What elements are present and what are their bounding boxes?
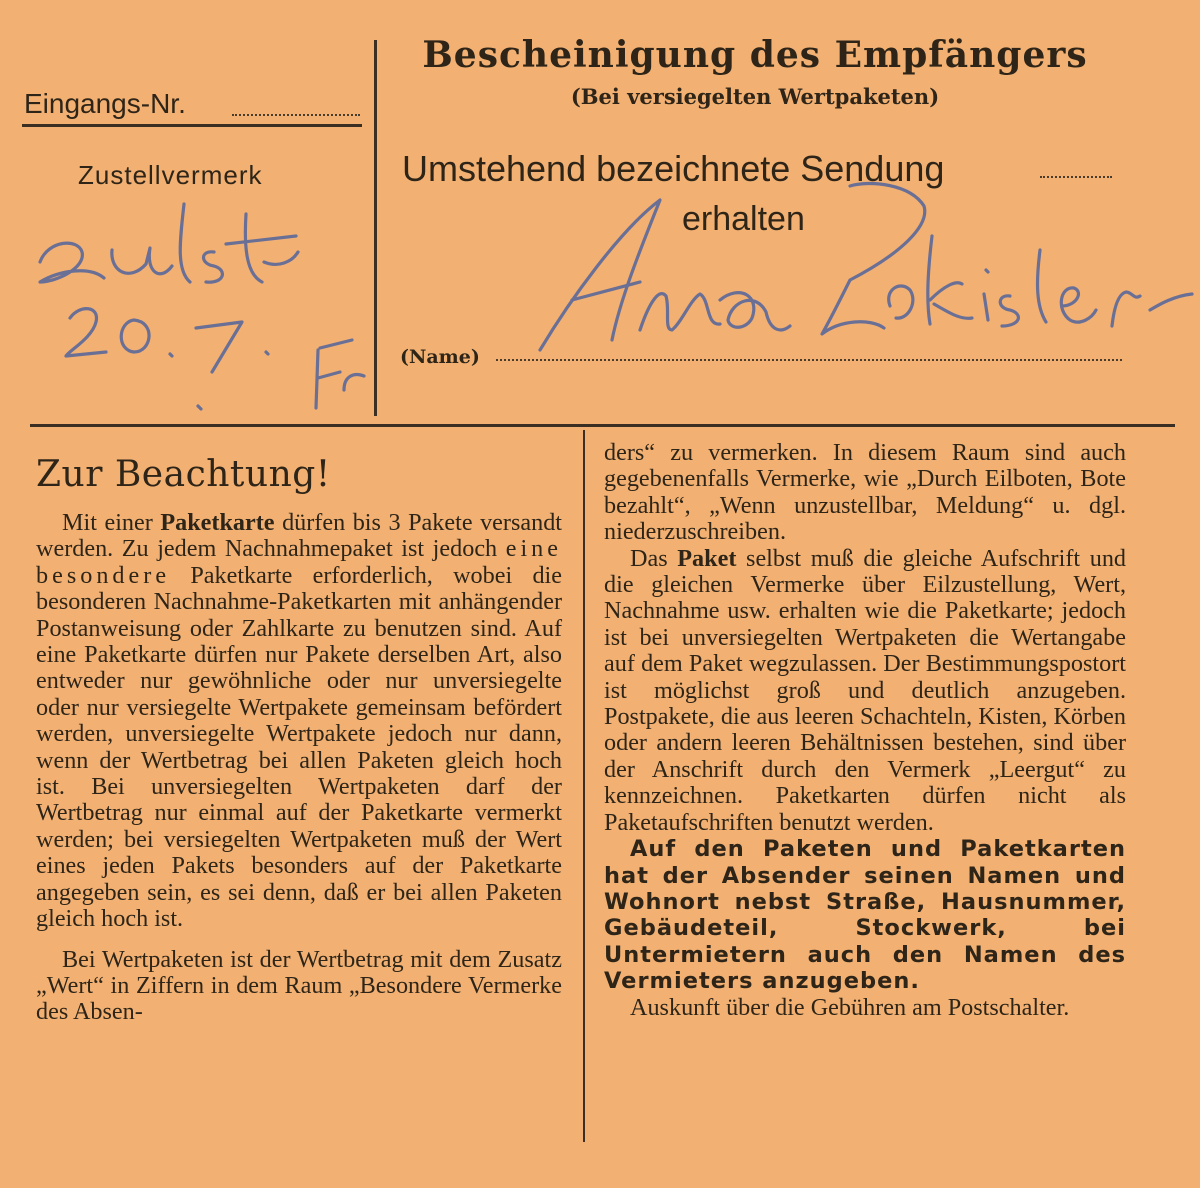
notice-left-column <box>36 510 562 1026</box>
bottom-vertical-divider <box>583 430 585 1142</box>
delivery-note-label: Zustellvermerk <box>78 160 263 190</box>
notice-paragraph-1: Mit einer Paketkarte dürfen bis 3 Pakete versandt werden. Zu jedem Nachnahmepaket ist jedoch eine besondere Paketkarte erforderlich, wobei die besonderen Nachnahme-Paketkarten mit anhängender Postanweisung oder Zahlkarte zu benutzen sind. Auf eine Paketkarte dürfen nur Pakete derselben Art, also entweder nur gewöhnliche oder nur unversiegelte oder nur versiegelte Wertpakete gemeinsam befördert werden, unversiegelte Wertpakete jedoch nur dann, wenn der Wertbetrag bei allen Paketen gleich hoch ist. Bei unversiegelten Wertpaketen darf der Wertbetrag nur einmal auf der Paketkarte vermerkt werden; bei versiegelten Wertpaketen muß der Wert eines jeden Pakets besonders auf der Paketkarte angegeben sein, es sei denn, daß er bei allen Paketen gleich hoch ist. <box>36 509 563 933</box>
notice-paragraph-4: Auf den Paketen und Paketkarten hat der Absender seinen Namen und Wohnort nebst Straße, Hausnummer, Gebäudeteil, Stockwerk, bei Untermietern auch den Namen des Vermieters anzugeben. <box>604 836 1126 995</box>
notice-paragraph-2: Bei Wertpaketen ist der Wertbetrag mit dem Zusatz „Wert“ in Ziffern in dem Raum „Besondere Vermerke des Absen- <box>36 945 562 1026</box>
receipt-line-1: Umstehend bezeichnete Sendung <box>402 148 945 189</box>
notice-heading: Zur Beachtung! <box>36 454 331 495</box>
notice-paragraph-5: Auskunft über die Gebühren am Postschalter. <box>630 993 1070 1021</box>
notice-paragraph-2-continued: ders“ zu vermerken. In diesem Raum sind auch gegebenenfalls Vermerke, wie „Durch Eilboten, Bote bezahlt“, „Wenn unzustellbar, Meldung“ u. dgl. niederzuschreiben. <box>604 439 1126 546</box>
receipt-line-2: erhalten <box>682 200 805 238</box>
entry-number-label: Eingangs-Nr. <box>24 88 186 119</box>
notice-paragraph-3: Das Paket selbst muß die gleiche Aufschrift und die gleichen Vermerke über Eilzustellung, Wert, Nachnahme usw. erhalten wie die Paketkarte; jedoch ist bei unversiegelten Wertpaketen die Wertangabe auf dem Paket wegzulassen. Der Bestimmungspostort ist möglichst groß und deutlich anzugeben. Postpakete, die aus leeren Schachteln, Kisten, Körben oder andern leeren Behältnissen bestehen, sind über der Anschrift durch den Vermerk „Leergut“ zu kennzeichnen. Paketkarten dürfen nicht als Paketaufschriften benutzt werden. <box>604 544 1127 836</box>
notice-right-column <box>604 440 1126 1021</box>
name-label: (Name) <box>400 346 480 368</box>
page-title: Bescheinigung des Empfängers <box>422 34 1088 76</box>
page-subtitle: (Bei versiegelten Wertpaketen) <box>570 84 940 109</box>
